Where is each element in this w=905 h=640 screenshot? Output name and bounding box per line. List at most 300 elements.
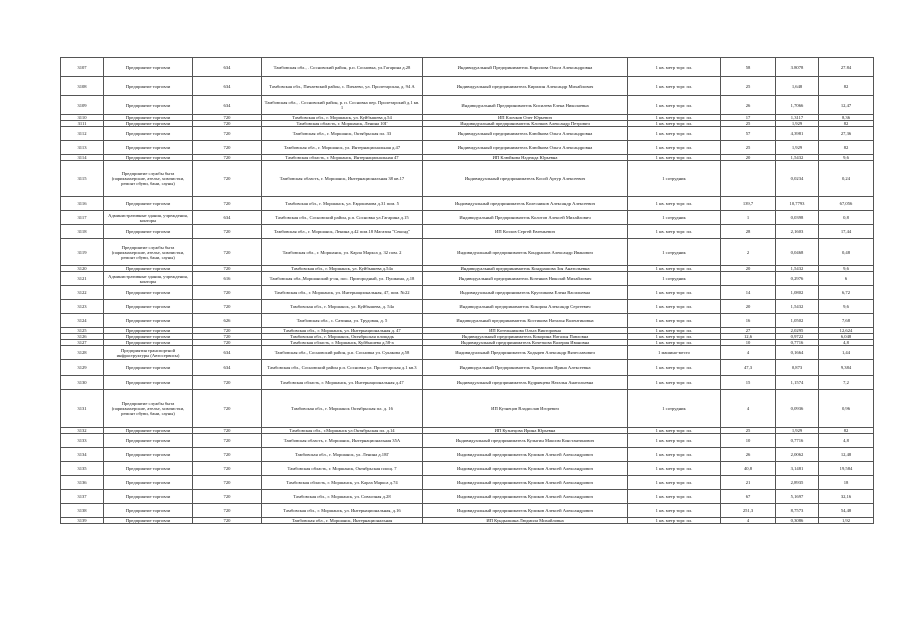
cell-owner-name: Индивидуальный предприниматель Колесников Александр Алексеевич (423, 197, 628, 211)
cell-address: Тамбовская обл., г. Моршанск, ул. Карла Маркса д. 32 пом. 2 (262, 239, 423, 266)
table-row (61, 58, 874, 77)
cell-owner-name: Индивидуальный предприниматель Куликов Алексей Александрович (423, 448, 628, 462)
cell-quantity: 47,3 (721, 360, 776, 376)
cell-row-number: 3133 (61, 434, 104, 448)
cell-address: Тамбовская обл., г. Моршанск, ул. Евдокимова д.31 пом. 5 (262, 197, 423, 211)
cell-code: 720 (193, 462, 262, 476)
cell-owner-name: Индивидуальный предприниматель Козенков Николай Михайлович (423, 272, 628, 286)
cell-code: 720 (193, 266, 262, 272)
cell-owner-name: Индивидуальный Предприниматель Кирилова Ольга Александровна (423, 58, 628, 77)
cell-value-b: 82 (819, 77, 874, 96)
cell-value-a: 1,7066 (776, 96, 819, 115)
cell-quantity: 57 (721, 127, 776, 141)
cell-address: Тамбовская обл., г. Моршанск, Ленина д.42 пом.18 Магазин "Секонд" (262, 225, 423, 239)
cell-unit: 1 кв. метр торг. пл. (628, 58, 721, 77)
cell-object-type: Предприятие службы быта (парикмахерские, ателье, химчистки, ремонт обуви, бани, сауны) (104, 390, 193, 428)
cell-value-b: 18 (819, 476, 874, 490)
cell-unit: 1 кв. метр торг. пл. (628, 96, 721, 115)
cell-value-b: 9,384 (819, 360, 874, 376)
cell-unit: 1 кв. метр торг. пл. (628, 476, 721, 490)
cell-address: Тамбовская обл., с. Сатинка, ул. Трудовая, д. 5 (262, 314, 423, 328)
cell-address: Тамбовская область, г. Моршанск, Октябрьская площ. 7 (262, 462, 423, 476)
cell-owner-name: Индивидуальный предприниматель Кочеткова Валерия Ивановна (423, 340, 628, 346)
cell-row-number: 3135 (61, 462, 104, 476)
cell-unit: 1 кв. метр торг. пл. (628, 428, 721, 434)
cell-code: 720 (193, 490, 262, 504)
cell-code: 720 (193, 155, 262, 161)
table-row (61, 476, 874, 490)
cell-address: Тамбовская обл., г. Моршанск, ул. Ленина д.18Г (262, 448, 423, 462)
cell-quantity: 67 (721, 490, 776, 504)
table-row (61, 161, 874, 197)
table-row (61, 239, 874, 266)
cell-object-type: Предприятия транспортной инфраструктуры (Автосервисы) (104, 346, 193, 360)
cell-value-a: 1,648 (776, 77, 819, 96)
cell-unit: 1 кв. метр торг. пл. (628, 334, 721, 340)
cell-code: 720 (193, 428, 262, 434)
cell-object-type: Предприятие торговли (104, 77, 193, 96)
cell-quantity: 10 (721, 434, 776, 448)
cell-owner-name: Индивидуальный предприниматель Кругликова Елена Васильевна (423, 286, 628, 300)
cell-object-type: Предприятие торговли (104, 96, 193, 115)
cell-value-b: 1,44 (819, 346, 874, 360)
cell-address: Тамбовская обл., г. Моршанск, ул. Интернациональная, д.16 (262, 504, 423, 518)
cell-owner-name: Индивидуальный предприниматель Косой Артур Алексеевич (423, 161, 628, 197)
cell-quantity: 20 (721, 155, 776, 161)
cell-address: Тамбовская обл., г.Моршанск ул.Октябрьская пл. д.14 (262, 428, 423, 434)
cell-unit: 1 кв. метр торг. пл. (628, 434, 721, 448)
cell-row-number: 3123 (61, 300, 104, 314)
cell-code: 634 (193, 58, 262, 77)
cell-quantity: 14 (721, 286, 776, 300)
table-row (61, 390, 874, 428)
cell-row-number: 3119 (61, 239, 104, 266)
cell-value-b: 6,048 (819, 334, 874, 340)
cell-value-b: 0,8 (819, 211, 874, 225)
cell-quantity: 4 (721, 346, 776, 360)
cell-value-a: 1,5432 (776, 266, 819, 272)
cell-value-b: 32,16 (819, 490, 874, 504)
cell-value-a: 1,5432 (776, 300, 819, 314)
cell-address: Тамбовская обл., г. Моршанск, Октябрьская пл. 33 (262, 127, 423, 141)
table-row (61, 314, 874, 328)
cell-quantity: 25 (721, 141, 776, 155)
cell-owner-name: Индивидуальный предприниматель Куликов Алексей Александрович (423, 504, 628, 518)
cell-address: Тамбовская обл., г. Моршанск, ул. Совхозная д.28 (262, 490, 423, 504)
cell-address: Тамбовская обл., Сосновский район, р.п. Сосновка ул.Гагарина д.15 (262, 211, 423, 225)
cell-owner-name: Индивидуальный предприниматель Клюйкова Ольга Александровна (423, 127, 628, 141)
cell-unit: 1 кв. метр торг. пл. (628, 121, 721, 127)
cell-value-a: 3.8078 (776, 58, 819, 77)
cell-code: 720 (193, 197, 262, 211)
cell-value-b: 9,6 (819, 266, 874, 272)
cell-address: Тамбовская обл., г. Моршанск, Интернациональная (262, 518, 423, 524)
cell-object-type: Предприятие торговли (104, 476, 193, 490)
table-row (61, 518, 874, 524)
cell-value-a: 0,0936 (776, 390, 819, 428)
cell-code: 720 (193, 328, 262, 334)
cell-row-number: 3112 (61, 127, 104, 141)
cell-quantity: 20 (721, 266, 776, 272)
cell-value-a: 0,7716 (776, 434, 819, 448)
table-row (61, 225, 874, 239)
cell-object-type: Предприятие торговли (104, 504, 193, 518)
cell-unit: 1 сотрудник (628, 390, 721, 428)
cell-row-number: 3126 (61, 334, 104, 340)
cell-quantity: 4 (721, 390, 776, 428)
cell-row-number: 3130 (61, 376, 104, 390)
table-row (61, 197, 874, 211)
cell-unit: 1 сотрудник (628, 239, 721, 266)
cell-quantity (721, 161, 776, 197)
cell-object-type: Предприятие торговли (104, 448, 193, 462)
cell-object-type: Предприятие торговли (104, 225, 193, 239)
table-row (61, 127, 874, 141)
cell-owner-name: ИП Кузнецова Ирина Юрьевна (423, 428, 628, 434)
cell-row-number: 3109 (61, 96, 104, 115)
cell-address: Тамбовская обл., г. Моршанск, ул. Интернациональная, 47, пом. №22 (262, 286, 423, 300)
cell-row-number: 3125 (61, 328, 104, 334)
cell-unit: 1 кв. метр торг. пл. (628, 490, 721, 504)
table-row (61, 504, 874, 518)
cell-owner-name: ИП Кундылкина Людмила Михайловна (423, 518, 628, 524)
cell-value-a: 1,929 (776, 428, 819, 434)
cell-unit: 1 кв. метр торг. пл. (628, 376, 721, 390)
cell-code: 720 (193, 127, 262, 141)
cell-unit: 1 кв. метр торг. пл. (628, 197, 721, 211)
cell-owner-name: Индивидуальный предприниматель Кондрашова Зоя Анатольевна (423, 266, 628, 272)
cell-row-number: 3113 (61, 141, 104, 155)
cell-code: 720 (193, 448, 262, 462)
cell-value-a: 0,0468 (776, 239, 819, 266)
cell-quantity: 25 (721, 77, 776, 96)
cell-row-number: 3136 (61, 476, 104, 490)
cell-object-type: Предприятие торговли (104, 340, 193, 346)
cell-quantity: 2 (721, 239, 776, 266)
cell-value-a: 0,1664 (776, 346, 819, 360)
cell-owner-name: Индивидуальный предприниматель Кирилин Александр Михайлович (423, 77, 628, 96)
cell-address: Тамбовская область, г. Моршанск, Интернациональная 38 кв.17 (262, 161, 423, 197)
cell-quantity: 26 (721, 96, 776, 115)
cell-address: Тамбовская область, г. Моршанск, Интернациональная 35А (262, 434, 423, 448)
cell-object-type: Предприятие торговли (104, 334, 193, 340)
cell-address: Тамбовская обл., г. Моршанск, ул. Куйбышева д.54а (262, 266, 423, 272)
cell-code: 720 (193, 239, 262, 266)
cell-code: 634 (193, 360, 262, 376)
cell-row-number: 3111 (61, 121, 104, 127)
cell-object-type: Предприятие торговли (104, 328, 193, 334)
cell-quantity: 25 (721, 428, 776, 434)
cell-row-number: 3137 (61, 490, 104, 504)
cell-unit: 1 кв. метр торг. пл. (628, 77, 721, 96)
cell-value-b: 1,92 (819, 518, 874, 524)
cell-value-a: 1,929 (776, 121, 819, 127)
table-row (61, 272, 874, 286)
cell-row-number: 3134 (61, 448, 104, 462)
cell-quantity: 15 (721, 376, 776, 390)
cell-object-type: Предприятие службы быта (парикмахерские, ателье, химчистки, ремонт обуви, бани, сауны) (104, 239, 193, 266)
cell-object-type: Административные здания, учреждения, конторы (104, 211, 193, 225)
cell-address: Тамбовская обл., г. Моршанск, ул. Куйбышева, д. 54а (262, 300, 423, 314)
cell-object-type: Предприятие торговли (104, 127, 193, 141)
cell-code: 720 (193, 340, 262, 346)
cell-code: 616 (193, 272, 262, 286)
cell-value-b: 27.84 (819, 58, 874, 77)
cell-object-type: Предприятие торговли (104, 266, 193, 272)
cell-row-number: 3117 (61, 211, 104, 225)
cell-owner-name: Индивидуальный предприниматель Кулыгин Максим Константинович (423, 434, 628, 448)
cell-address: Тамбовская область, г. Моршанск, Интернациональная 47 (262, 155, 423, 161)
cell-code: 634 (193, 77, 262, 96)
cell-value-b: 12,48 (819, 448, 874, 462)
cell-code: 634 (193, 346, 262, 360)
cell-row-number: 3114 (61, 155, 104, 161)
cell-row-number: 3110 (61, 115, 104, 121)
table-row (61, 286, 874, 300)
cell-unit: 1 кв. метр торг. пл. (628, 127, 721, 141)
cell-object-type: Предприятие торговли (104, 518, 193, 524)
cell-unit: 1 кв. метр торг. пл. (628, 155, 721, 161)
cell-value-b: 4,8 (819, 434, 874, 448)
cell-quantity: 26 (721, 448, 776, 462)
cell-row-number: 3129 (61, 360, 104, 376)
cell-row-number: 3131 (61, 390, 104, 428)
cell-value-a: 0,7716 (776, 340, 819, 346)
cell-value-a: 5,1697 (776, 490, 819, 504)
cell-quantity: 27 (721, 328, 776, 334)
cell-owner-name: Индивидуальный предприниматель Кокорина Наталья Павловна (423, 334, 628, 340)
cell-owner-name: ИП Клочков Олег Юрьевич (423, 115, 628, 121)
cell-quantity: 40,8 (721, 462, 776, 476)
cell-address: Тамбовская обл., г. Моршанск, Октябрьская площадь (262, 334, 423, 340)
cell-code: 720 (193, 115, 262, 121)
cell-row-number: 3107 (61, 58, 104, 77)
cell-value-b: 67,056 (819, 197, 874, 211)
cell-value-a: 0,873 (776, 360, 819, 376)
cell-value-b: 19,584 (819, 462, 874, 476)
cell-code: 720 (193, 161, 262, 197)
cell-quantity: 251,3 (721, 504, 776, 518)
cell-address: Тамбовская обл., г. Моршанск, ул. Интернациональная д. 47 (262, 328, 423, 334)
cell-owner-name: ИП Козлов Сергей Евгеньевич (423, 225, 628, 239)
cell-value-b: 9,6 (819, 300, 874, 314)
cell-object-type: Предприятие торговли (104, 141, 193, 155)
document-sheet (60, 57, 853, 524)
cell-code: 634 (193, 211, 262, 225)
cell-object-type: Предприятие торговли (104, 115, 193, 121)
cell-value-b: 7,2 (819, 376, 874, 390)
cell-owner-name: Индивидуальный предприниматель Клочков Александр Петрович (423, 121, 628, 127)
cell-owner-name: Индивидуальный предприниматель Костикова Наталья Валентиновна (423, 314, 628, 328)
cell-unit: 1 кв. метр торг. пл. (628, 266, 721, 272)
cell-code: 720 (193, 286, 262, 300)
cell-object-type: Предприятие торговли (104, 490, 193, 504)
cell-object-type: Предприятие торговли (104, 428, 193, 434)
cell-row-number: 3132 (61, 428, 104, 434)
table-row (61, 77, 874, 96)
cell-value-a: 1,929 (776, 141, 819, 155)
table-row (61, 346, 874, 360)
cell-value-b: 8,36 (819, 115, 874, 121)
cell-code: 720 (193, 518, 262, 524)
cell-owner-name: Индивидуальный Предприниматель Кисилева Елена Николаевна (423, 96, 628, 115)
cell-code: 720 (193, 390, 262, 428)
cell-code: 720 (193, 300, 262, 314)
cell-value-b: 0,48 (819, 239, 874, 266)
cell-value-b: 0,24 (819, 161, 874, 197)
cell-value-a: 0,0234 (776, 161, 819, 197)
cell-address: Тамбовская обл., . Сосновский район, р. п. Сосновка пер. Пролетарский д.1 кв. 1 (262, 96, 423, 115)
cell-unit: 1 сотрудник (628, 161, 721, 197)
cell-object-type: Предприятие торговли (104, 462, 193, 476)
cell-object-type: Предприятие службы быта (парикмахерские, ателье, химчистки, ремонт обуви, бани, сауны) (104, 161, 193, 197)
cell-value-b: 6 (819, 272, 874, 286)
table-row (61, 462, 874, 476)
cell-object-type: Предприятие торговли (104, 434, 193, 448)
cell-quantity: 139,7 (721, 197, 776, 211)
cell-value-a: 3,1481 (776, 462, 819, 476)
cell-unit: 1 кв. метр торг. пл. (628, 328, 721, 334)
cell-quantity: 28 (721, 225, 776, 239)
cell-quantity: 1 (721, 211, 776, 225)
cell-row-number: 3108 (61, 77, 104, 96)
cell-value-b: 82 (819, 121, 874, 127)
cell-value-a: 2,0062 (776, 448, 819, 462)
cell-address: Тамбовская область, г. Моршанск, ул. Карла Маркса д.74 (262, 476, 423, 490)
cell-row-number: 3121 (61, 272, 104, 286)
cell-row-number: 3128 (61, 346, 104, 360)
cell-owner-name: Индивидуальный Предприниматель Колотов Алексей Михайлович (423, 211, 628, 225)
cell-unit: 1 кв. метр торг. пл. (628, 141, 721, 155)
cell-owner-name: Индивидуальный предприниматель Кудрявцева Наталья Анатольевна (423, 376, 628, 390)
cell-value-a: 1,5432 (776, 155, 819, 161)
cell-owner-name: Индивидуальный предприниматель Клюйкова Ольга Александровна (423, 141, 628, 155)
cell-address: Тамбовская обл., Сосновский район р.п. Сосновка ул. Пролетарская д.1 кв.3 (262, 360, 423, 376)
cell-value-b: 4,8 (819, 340, 874, 346)
cell-owner-name: Индивидуальный предприниматель Куликов Алексей Александрович (423, 490, 628, 504)
cell-quantity: 20 (721, 300, 776, 314)
cell-value-b: 54,48 (819, 504, 874, 518)
cell-code: 720 (193, 476, 262, 490)
cell-value-a: 0,3086 (776, 518, 819, 524)
tariff-table (60, 57, 874, 524)
cell-code: 626 (193, 314, 262, 328)
cell-row-number: 3118 (61, 225, 104, 239)
cell-value-b: 27,36 (819, 127, 874, 141)
cell-row-number: 3127 (61, 340, 104, 346)
cell-value-b: 0,96 (819, 390, 874, 428)
cell-unit: 1 кв. метр торг. пл. (628, 360, 721, 376)
cell-value-a: 2,8935 (776, 476, 819, 490)
cell-owner-name: Индивидуальный предприниматель Куликов Алексей Александрович (423, 476, 628, 490)
cell-value-b: 6,72 (819, 286, 874, 300)
cell-address: Тамбовская обл., г. Моршанск, ул. Куйбышева д.54 (262, 115, 423, 121)
cell-row-number: 3120 (61, 266, 104, 272)
cell-quantity (721, 272, 776, 286)
cell-unit: 1 кв. метр торг. пл. (628, 448, 721, 462)
cell-unit: 1 кв. метр торг. пл. (628, 462, 721, 476)
cell-address: Тамбовская область, г. Моршанск, Куйбышева д.58-а (262, 340, 423, 346)
cell-address: Тамбовская обл., . Сосновский район, р.п. Сосновка, ул.Гагарина д.28 (262, 58, 423, 77)
cell-unit: 1 сотрудник (628, 272, 721, 286)
table-row (61, 376, 874, 390)
cell-owner-name: Индивидуальный предприниматель Кондрашов Александр Иванович (423, 239, 628, 266)
cell-value-b: 17,44 (819, 225, 874, 239)
cell-value-a: 1,3117 (776, 115, 819, 121)
cell-object-type: Предприятие торговли (104, 360, 193, 376)
cell-address: Тамбовская обл., г. Моршанск, ул. Интернациональная д.47 (262, 141, 423, 155)
cell-value-a: 0,9722 (776, 334, 819, 340)
cell-code: 720 (193, 141, 262, 155)
cell-code: 634 (193, 96, 262, 115)
cell-value-a: 0,0398 (776, 211, 819, 225)
cell-value-b: 7,68 (819, 314, 874, 328)
cell-address: Тамбовская область, г. Моршанск, ул. Интернациональная д.47 (262, 376, 423, 390)
cell-code: 720 (193, 504, 262, 518)
cell-object-type: Предприятие торговли (104, 121, 193, 127)
cell-unit: 1 машино-место (628, 346, 721, 360)
cell-owner-name: ИП Клюйкова Надежда Юрьевна (423, 155, 628, 161)
cell-object-type: Предприятие торговли (104, 197, 193, 211)
cell-unit: 1 кв. метр торг. пл. (628, 115, 721, 121)
table-row (61, 490, 874, 504)
cell-row-number: 3122 (61, 286, 104, 300)
cell-unit: 1 кв. метр торг. пл. (628, 504, 721, 518)
cell-row-number: 3124 (61, 314, 104, 328)
cell-unit: 1 кв. метр торг. пл. (628, 300, 721, 314)
cell-quantity: 25 (721, 121, 776, 127)
table-row (61, 211, 874, 225)
cell-owner-name: Индивидуальный Предприниматель Хромихова Ирина Алексеевна (423, 360, 628, 376)
cell-object-type: Административные здания, учреждения, конторы (104, 272, 193, 286)
cell-value-a: 8,7573 (776, 504, 819, 518)
cell-value-a: 10,7793 (776, 197, 819, 211)
cell-value-a: 0,2976 (776, 272, 819, 286)
cell-quantity: 58 (721, 58, 776, 77)
cell-code: 720 (193, 434, 262, 448)
cell-object-type: Предприятие торговли (104, 155, 193, 161)
cell-quantity: 10 (721, 340, 776, 346)
cell-owner-name: Индивидуальный предприниматель Кокорин Александр Сергеевич (423, 300, 628, 314)
cell-code: 720 (193, 121, 262, 127)
cell-unit: 1 сотрудник (628, 211, 721, 225)
cell-unit: 1 кв. метр торг. пл. (628, 518, 721, 524)
table-row (61, 360, 874, 376)
cell-object-type: Предприятие торговли (104, 376, 193, 390)
table-row (61, 141, 874, 155)
cell-value-a: 2,1603 (776, 225, 819, 239)
cell-address: Тамбовская обл., г. Моршанск Октябрьская пл. д. 16 (262, 390, 423, 428)
cell-code: 720 (193, 376, 262, 390)
cell-address: Тамбовская обл., Пичаевский район, с. Пичаево, ул. Пролетарская, д. 94 А (262, 77, 423, 96)
cell-value-a: 2,0295 (776, 328, 819, 334)
cell-owner-name: Индивидуальный Предприниматель Ходырев Александр Вячеславович (423, 346, 628, 360)
cell-value-b: 82 (819, 141, 874, 155)
cell-value-b: 9,6 (819, 155, 874, 161)
cell-owner-name: ИП Кузнецов Владислав Игоревич (423, 390, 628, 428)
cell-row-number: 3138 (61, 504, 104, 518)
cell-owner-name: Индивидуальный предприниматель Куликов Алексей Александрович (423, 462, 628, 476)
table-row (61, 434, 874, 448)
cell-object-type: Предприятие торговли (104, 300, 193, 314)
cell-unit: 1 кв. метр торг. пл. (628, 314, 721, 328)
cell-value-a: 4,3981 (776, 127, 819, 141)
cell-quantity: 4 (721, 518, 776, 524)
cell-value-b: 12,624 (819, 328, 874, 334)
table-row (61, 448, 874, 462)
cell-address: Тамбовская обл.,Моршанский р-он, пос. Пригородный, ул. Пушкина, д.18 (262, 272, 423, 286)
cell-unit: 1 кв. метр торг. пл. (628, 286, 721, 300)
